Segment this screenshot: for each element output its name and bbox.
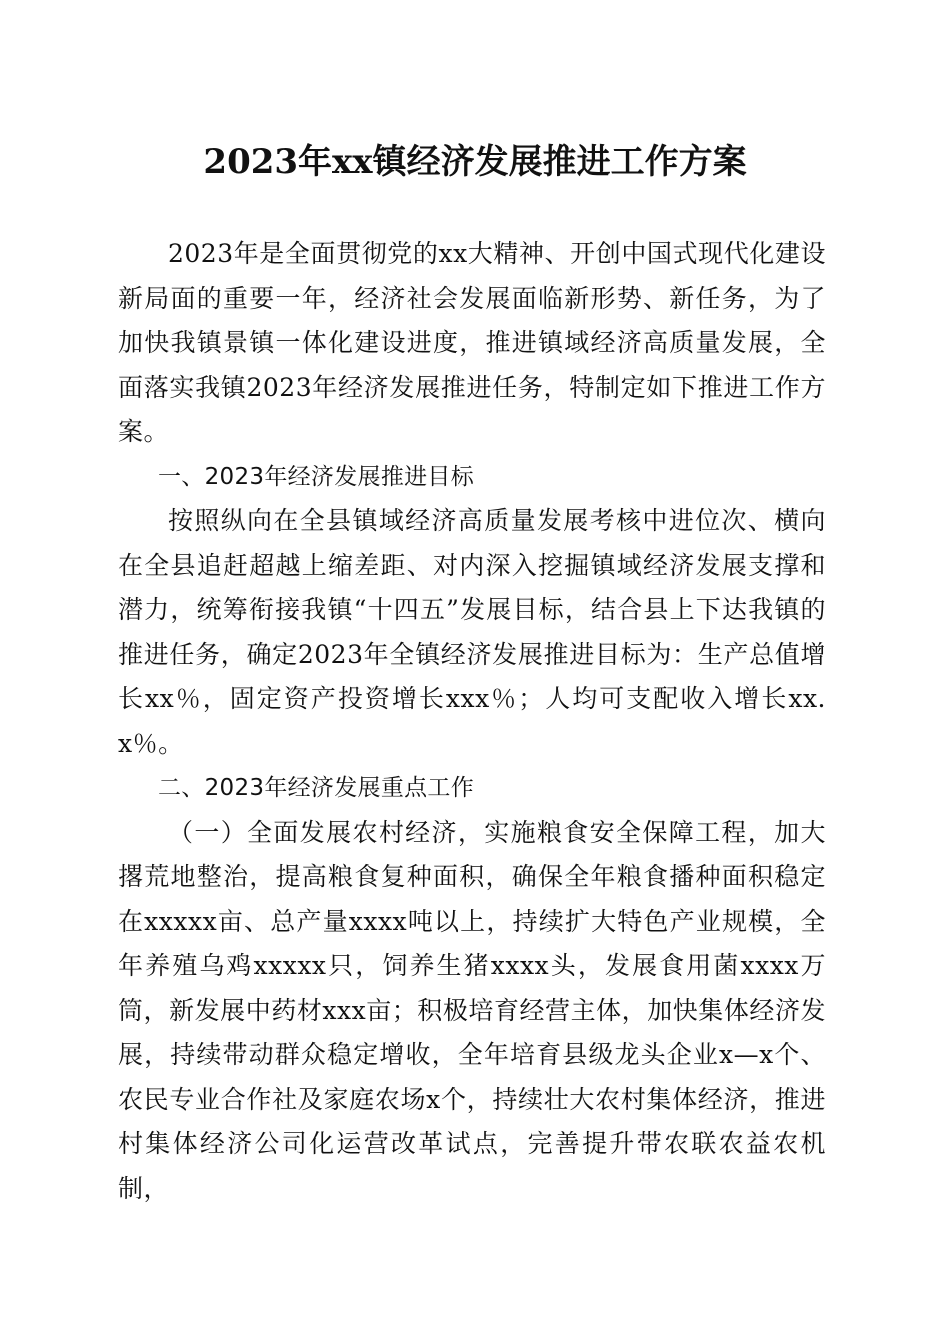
intro-paragraph: 2023年是全面贯彻党的xx大精神、开创中国式现代化建设新局面的重要一年，经济社会发展面临新形势、新任务，为了加快我镇景镇一体化建设进度，推进镇域经济高质量发展，全面落实我镇2023年经济发展推进任务，特制定如下推进工作方案。 (118, 239, 826, 446)
section-2-heading: 二、2023年经济发展重点工作 (158, 775, 475, 801)
section-1-paragraph: 按照纵向在全县镇域经济高质量发展考核中进位次、横向在全县追赶超越上缩差距、对内深入挖掘镇域经济发展支撑和潜力，统筹衔接我镇“十四五”发展目标，结合县上下达我镇的推进任务，确定2023年全镇经济发展推进目标为：生产总值增长xx％，固定资产投资增长xxx％；人均可支配收入增长xx.x％。 (118, 506, 826, 758)
document-body (118, 232, 826, 1211)
document-title: 2023年xx镇经济发展推进工作方案 (203, 142, 747, 182)
section-2-item-1-paragraph: （一）全面发展农村经济，实施粮食安全保障工程，加大撂荒地整治，提高粮食复种面积，确保全年粮食播种面积稳定在xxxxx亩、总产量xxxx吨以上，持续扩大特色产业规模，全年养殖乌鸡xxxxx只，饲养生猪xxxx头，发展食用菌xxxx万筒，新发展中药材xxx亩；积极培育经营主体，加快集体经济发展，持续带动群众稳定增收，全年培育县级龙头企业x—x个、农民专业合作社及家庭农场x个，持续壮大农村集体经济，推进村集体经济公司化运营改革试点，完善提升带农联农益农机制， (118, 817, 826, 1203)
section-1-heading: 一、2023年经济发展推进目标 (158, 463, 475, 490)
